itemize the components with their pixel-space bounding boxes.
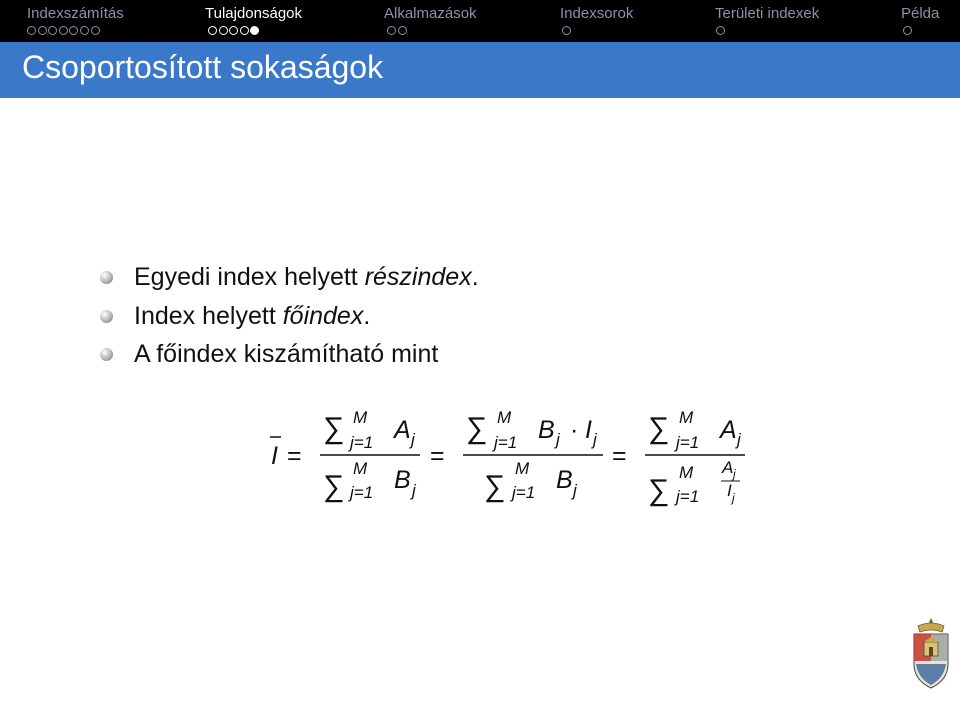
bullet-item <box>100 297 479 336</box>
sum-symbol: ∑ <box>323 470 345 503</box>
sum-upper: M <box>515 459 530 478</box>
sum-lower: j=1 <box>350 433 374 452</box>
navigation-bar <box>0 0 960 42</box>
nav-section-indexsorok[interactable]: Indexsorok <box>560 5 634 22</box>
nav-section-pelda[interactable]: Példa <box>901 5 940 22</box>
nav-dots-teruleti-indexek <box>716 26 727 36</box>
nav-frame-dot[interactable] <box>208 26 217 35</box>
nav-section-indexszamitas[interactable]: Indexszámítás <box>27 5 124 22</box>
equals-sign: = <box>612 442 627 470</box>
sum-upper: M <box>497 408 512 427</box>
nav-frame-dot[interactable] <box>80 26 89 35</box>
bullet-ball-icon <box>100 271 113 284</box>
var-i: I <box>585 416 592 444</box>
nav-frame-dot[interactable] <box>48 26 57 35</box>
subscript-j: j <box>593 430 597 449</box>
nav-frame-dot[interactable] <box>27 26 36 35</box>
sum-lower: j=1 <box>350 483 374 502</box>
sum-upper: M <box>679 408 694 427</box>
bullet-suffix: . <box>471 263 479 291</box>
var-a: A <box>720 416 737 444</box>
sum-lower: j=1 <box>512 483 536 502</box>
subscript-j: j <box>732 491 735 505</box>
var-i: I <box>727 481 732 500</box>
var-a: A <box>722 458 734 477</box>
nav-frame-dot[interactable] <box>716 26 725 35</box>
nav-section-teruleti-indexek[interactable]: Területi indexek <box>715 5 820 22</box>
subscript-j: j <box>733 467 736 481</box>
sum-lower: j=1 <box>676 433 700 452</box>
sum-symbol: ∑ <box>484 470 506 503</box>
university-coat-of-arms-icon <box>910 616 952 696</box>
main-index-formula <box>0 390 960 530</box>
bullet-emphasis: részindex <box>364 263 472 291</box>
nav-frame-dot[interactable] <box>229 26 238 35</box>
sum-symbol: ∑ <box>323 412 345 445</box>
bullet-ball-icon <box>100 310 113 323</box>
var-b: B <box>556 466 573 494</box>
bullet-item <box>100 258 479 297</box>
sum-upper: M <box>679 463 694 482</box>
subscript-j: j <box>556 430 560 449</box>
bullet-text: Egyedi index helyett <box>134 263 365 291</box>
sum-symbol: ∑ <box>648 474 670 507</box>
nav-dots-indexszamitas <box>27 26 101 36</box>
nav-dots-indexsorok <box>562 26 573 36</box>
nav-dots-tulajdonsagok <box>208 26 261 36</box>
nav-frame-dot[interactable] <box>903 26 912 35</box>
var-b: B <box>394 466 411 494</box>
subscript-j: j <box>737 430 741 449</box>
bullet-item <box>100 335 479 374</box>
nav-current-frame-dot[interactable] <box>250 26 259 35</box>
lhs-symbol: I <box>271 442 278 470</box>
var-b: B <box>538 416 555 444</box>
sum-symbol: ∑ <box>648 412 670 445</box>
nav-frame-dot[interactable] <box>387 26 396 35</box>
bullet-ball-icon <box>100 348 113 361</box>
nav-frame-dot[interactable] <box>69 26 78 35</box>
sum-symbol: ∑ <box>466 412 488 445</box>
multiply-dot: · <box>570 416 579 444</box>
sum-lower: j=1 <box>676 487 700 506</box>
nav-section-tulajdonsagok[interactable]: Tulajdonságok <box>205 5 303 22</box>
nav-frame-dot[interactable] <box>398 26 407 35</box>
nav-dots-alkalmazasok <box>387 26 408 36</box>
equals-sign: = <box>287 442 302 470</box>
nav-section-alkalmazasok[interactable]: Alkalmazások <box>384 5 477 22</box>
slide-title: Csoportosított sokaságok <box>22 49 384 85</box>
sum-upper: M <box>353 459 368 478</box>
nav-frame-dot[interactable] <box>562 26 571 35</box>
subscript-j: j <box>411 430 415 449</box>
bullet-list <box>100 258 479 374</box>
nav-frame-dot[interactable] <box>59 26 68 35</box>
var-a: A <box>394 416 411 444</box>
sum-upper: M <box>353 408 368 427</box>
bullet-text: Index helyett <box>134 301 283 330</box>
nav-frame-dot[interactable] <box>38 26 47 35</box>
title-bar <box>0 42 960 98</box>
nav-frame-dot[interactable] <box>219 26 228 35</box>
bullet-suffix: . <box>363 301 371 330</box>
subscript-j: j <box>573 481 577 500</box>
nav-dots-pelda <box>903 26 914 36</box>
bullet-emphasis: főindex <box>282 301 364 330</box>
nav-frame-dot[interactable] <box>91 26 100 35</box>
nav-frame-dot[interactable] <box>240 26 249 35</box>
subscript-j: j <box>412 481 416 500</box>
equals-sign: = <box>430 442 445 470</box>
sum-lower: j=1 <box>494 433 518 452</box>
bullet-text: A főindex kiszámítható mint <box>134 340 439 368</box>
